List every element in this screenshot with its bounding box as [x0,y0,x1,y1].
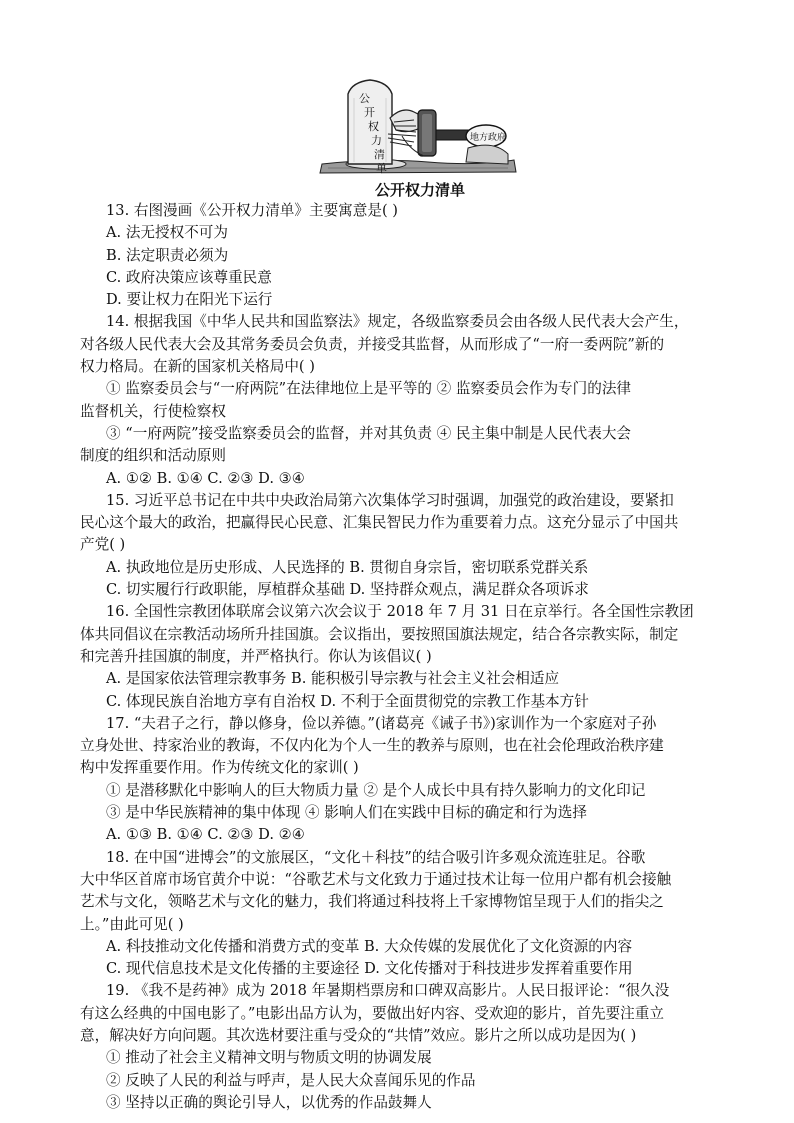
statement-line: ② 反映了人民的利益与呼声，是人民大众喜闻乐见的作品 [106,1071,476,1089]
statement-line: ① 监察委员会与“一府两院”在法律地位上是平等的 ② 监察委员会作为专门的法律 [106,380,632,398]
seal-tag-text: 地方政府 [470,133,507,143]
question-stem-line: 构中发挥重要作用。作为传统文化的家训( ) [80,759,359,777]
options-line: A. ①③ B. ①④ C. ②③ D. ②④ [106,826,305,844]
options-line: C. 现代信息技术是文化传播的主要途径 D. 文化传播对于科技进步发挥着重要作用 [106,960,633,978]
questions-content [80,200,730,1114]
statement-line: ③ “一府两院”接受监察委员会的监督，并对其负责 ④ 民主集中制是人民代表大会 [106,424,632,442]
question-stem-line: 对各级人民代表大会及其常务委员会负责，并接受其监督，从而形成了“一府一委两院”新的 [80,335,665,353]
question-13 [80,200,730,311]
statement-line: 制度的组织和活动原则 [80,447,226,465]
svg-text:单: 单 [376,162,387,175]
question-stem-line: 17. “夫君子之行，静以修身，俭以养德。”(诸葛亮《诫子书》)家训作为一个家庭对子孙 [106,714,657,732]
svg-text:公: 公 [359,92,370,105]
options-line: C. 体现民族自治地方享有自治权 D. 不利于全面贯彻党的宗教工作基本方针 [106,692,589,710]
question-stem-line: 大中华区首席市场官黄介中说：“谷歌艺术与文化致力于通过技术让每一位用户都有机会接触 [80,870,672,888]
options-line: C. 切实履行行政职能，厚植群众基础 D. 坚持群众观点，满足群众各项诉求 [106,581,589,599]
question-stem-line: 15. 习近平总书记在中共中央政治局第六次集体学习时强调，加强党的政治建设，要紧扣 [106,491,674,509]
question-stem-line: 13. 右图漫画《公开权力清单》主要寓意是( ) [106,202,398,219]
statement-line: ① 是潜移默化中影响人的巨大物质力量 ② 是个人成长中具有持久影响力的文化印记 [106,781,646,799]
statement-line: ③ 是中华民族精神的集中体现 ④ 影响人们在实践中目标的确定和行为选择 [106,804,587,822]
svg-text:清: 清 [374,148,385,161]
question-stem-line: 体共同倡议在宗教活动场所升挂国旗。会议指出，要按照国旗法规定，结合各宗教实际，制定 [80,625,679,643]
question-stem-line: 和完善升挂国旗的制度，并严格执行。你认为该倡议( ) [80,647,432,665]
options-line: A. ①② B. ①④ C. ②③ D. ③④ [106,469,305,487]
question-stem-line: 14. 根据我国《中华人民共和国监察法》规定，各级监察委员会由各级人民代表大会产生， [106,313,689,331]
question-14 [80,311,730,489]
question-stem-line: 民心这个最大的政治，把赢得民心民意、汇集民智民力作为重要着力点。这充分显示了中国共 [80,514,679,532]
question-stem-line: 18. 在中国“进博会”的文旅展区，“文化＋科技”的结合吸引许多观众流连驻足。谷歌 [106,848,646,866]
cartoon-caption: 公开权力清单 [374,181,465,199]
svg-text:力: 力 [371,134,382,147]
svg-text:权: 权 [368,120,379,133]
question-16 [80,601,730,712]
options-line: A. 是国家依法管理宗教事务 B. 能积极引导宗教与社会主义社会相适应 [106,670,560,688]
question-18 [80,847,730,981]
question-stem-line: 19. 《我不是药神》成为 2018 年暑期档票房和口碑双高影片。人民日报评论：“很久没 [106,982,670,1000]
options-line: A. 执政地位是历史形成、人民选择的 B. 贯彻自身宗旨，密切联系党群关系 [106,558,589,576]
question-15 [80,490,730,601]
option-d: D. 要让权力在阳光下运行 [106,291,273,309]
question-stem-line: 意，解决好方向问题。其次选材要注重与受众的“共情”效应。影片之所以成功是因为( ) [80,1026,637,1044]
option-b: B. 法定职责必须为 [106,246,229,264]
question-17 [80,713,730,847]
option-a: A. 法无授权不可为 [106,224,228,242]
question-19 [80,980,730,1114]
statement-line: ③ 坚持以正确的舆论引导人，以优秀的作品鼓舞人 [106,1093,432,1111]
question-stem-line: 上。”由此可见( ) [80,915,184,933]
svg-text:开: 开 [364,106,375,119]
option-c: C. 政府决策应该尊重民意 [106,268,272,286]
cartoon-illustration [318,76,518,178]
question-stem-line: 权力格局。在新的国家机关格局中( ) [80,358,315,376]
question-stem-line: 产党( ) [80,536,126,554]
statement-line: 监督机关，行使检察权 [80,402,226,420]
question-stem-line: 16. 全国性宗教团体联席会议第六次会议于 2018 年 7 月 31 日在京举行。各全国性宗教团 [106,603,694,621]
question-stem-line: 立身处世、持家治业的教诲，不仅内化为个人一生的教养与原则，也在社会伦理政治秩序建 [80,737,664,755]
options-line: A. 科技推动文化传播和消费方式的变革 B. 大众传媒的发展优化了文化资源的内容 [106,937,633,955]
statement-line: ① 推动了社会主义精神文明与物质文明的协调发展 [106,1049,432,1067]
question-stem-line: 艺术与文化，领略艺术与文化的魅力，我们将通过科技将上千家博物馆呈现于人们的指尖之 [80,893,664,911]
question-stem-line: 有这么经典的中国电影了。”电影出品方认为，要做出好内容、受欢迎的影片，首先要注重立 [80,1004,664,1022]
